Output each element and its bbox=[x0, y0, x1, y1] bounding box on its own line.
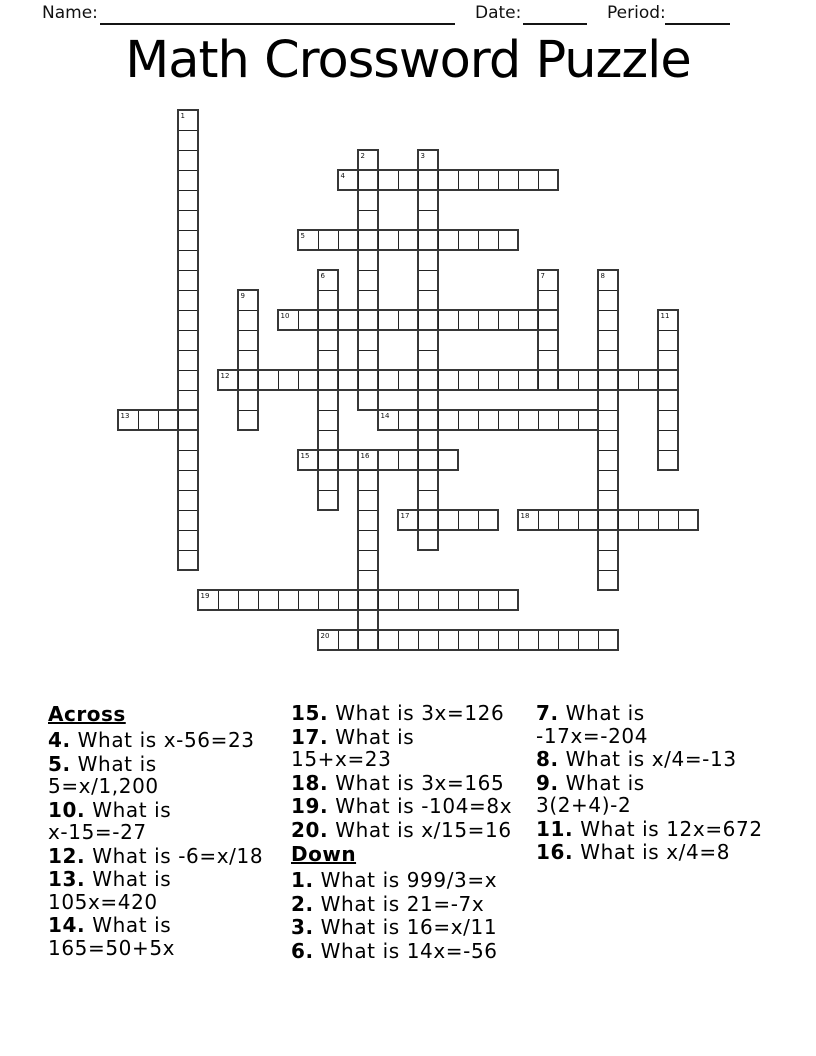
down-heading: Down bbox=[291, 842, 357, 866]
across-heading: Across bbox=[48, 702, 126, 726]
cell-divider bbox=[578, 411, 579, 429]
cell-divider bbox=[359, 290, 377, 291]
clue-across-10 bbox=[48, 799, 288, 844]
cell-divider bbox=[179, 230, 197, 231]
cell-divider bbox=[359, 550, 377, 551]
clue-across-5 bbox=[48, 753, 288, 798]
cell-divider bbox=[179, 290, 197, 291]
clue-across-4-line: 4. What is x-56=23 bbox=[48, 728, 255, 752]
cell-divider bbox=[498, 231, 499, 249]
clue-down-6 bbox=[291, 940, 533, 963]
cell-number-18: 18 bbox=[520, 511, 530, 520]
cell-divider bbox=[478, 311, 479, 329]
clue-across-4 bbox=[48, 729, 288, 752]
word-down-9 bbox=[237, 289, 259, 431]
cell-divider bbox=[398, 231, 399, 249]
cell-divider bbox=[398, 171, 399, 189]
cell-divider bbox=[599, 350, 617, 351]
cell-number-11: 11 bbox=[660, 311, 670, 320]
clue-down-3-line: 3. What is 16=x/11 bbox=[291, 915, 498, 939]
cell-number-10: 10 bbox=[280, 311, 290, 320]
cell-number-15: 15 bbox=[300, 451, 310, 460]
word-across-20 bbox=[317, 629, 619, 651]
cell-divider bbox=[578, 631, 579, 649]
cell-divider bbox=[358, 631, 359, 649]
clue-down-7 bbox=[536, 702, 776, 747]
cell-divider bbox=[318, 591, 319, 609]
cell-divider bbox=[359, 270, 377, 271]
page-title: Math Crossword Puzzle bbox=[125, 31, 691, 90]
clue-across-14 bbox=[48, 914, 288, 959]
clue-number: 1. bbox=[291, 868, 314, 892]
name-label: Name: bbox=[42, 3, 98, 23]
clue-number: 10. bbox=[48, 797, 86, 822]
cell-divider bbox=[599, 290, 617, 291]
cell-divider bbox=[179, 250, 197, 251]
cell-divider bbox=[278, 371, 279, 389]
word-across-5 bbox=[297, 229, 519, 251]
cell-divider bbox=[318, 451, 319, 469]
cell-divider bbox=[359, 210, 377, 211]
cell-divider bbox=[478, 171, 479, 189]
cell-divider bbox=[438, 171, 439, 189]
clue-down-9-line: 3(2+4)-2 bbox=[536, 793, 632, 817]
cell-divider bbox=[179, 530, 197, 531]
cell-divider bbox=[438, 591, 439, 609]
cell-divider bbox=[158, 411, 159, 429]
cell-number-5: 5 bbox=[300, 231, 305, 240]
clue-number: 9. bbox=[536, 770, 559, 795]
cell-divider bbox=[578, 371, 579, 389]
cell-divider bbox=[478, 371, 479, 389]
word-across-19 bbox=[197, 589, 519, 611]
cell-divider bbox=[318, 371, 319, 389]
cell-divider bbox=[419, 270, 437, 271]
cell-divider bbox=[398, 451, 399, 469]
clue-number: 5. bbox=[48, 751, 71, 776]
cell-divider bbox=[258, 591, 259, 609]
cell-divider bbox=[538, 171, 539, 189]
cell-divider bbox=[438, 231, 439, 249]
cell-number-8: 8 bbox=[600, 271, 605, 280]
word-down-16 bbox=[357, 449, 379, 651]
cell-divider bbox=[239, 310, 257, 311]
cell-divider bbox=[179, 170, 197, 171]
cell-divider bbox=[179, 330, 197, 331]
cell-divider bbox=[539, 290, 557, 291]
cell-divider bbox=[418, 411, 419, 429]
cell-divider bbox=[179, 490, 197, 491]
clue-down-1 bbox=[291, 869, 533, 892]
clues-column-1 bbox=[48, 702, 288, 960]
clue-number: 19. bbox=[291, 794, 329, 818]
clues-column-3 bbox=[536, 702, 776, 865]
cell-divider bbox=[178, 411, 179, 429]
clue-number: 8. bbox=[536, 747, 559, 771]
cell-divider bbox=[338, 591, 339, 609]
cell-divider bbox=[359, 530, 377, 531]
cell-divider bbox=[478, 511, 479, 529]
cell-divider bbox=[378, 311, 379, 329]
cell-divider bbox=[539, 350, 557, 351]
cell-divider bbox=[358, 371, 359, 389]
cell-divider bbox=[338, 371, 339, 389]
cell-divider bbox=[239, 350, 257, 351]
cell-divider bbox=[419, 210, 437, 211]
cell-divider bbox=[179, 370, 197, 371]
cell-divider bbox=[599, 410, 617, 411]
cell-divider bbox=[458, 311, 459, 329]
clue-down-9-line: 9. What is bbox=[536, 770, 645, 795]
cell-divider bbox=[578, 511, 579, 529]
cell-divider bbox=[558, 411, 559, 429]
cell-divider bbox=[518, 411, 519, 429]
cell-divider bbox=[418, 631, 419, 649]
cell-number-20: 20 bbox=[320, 631, 330, 640]
cell-divider bbox=[538, 411, 539, 429]
clue-across-13-line: 13. What is bbox=[48, 867, 172, 891]
clue-number: 12. bbox=[48, 843, 86, 868]
cell-number-16: 16 bbox=[360, 451, 370, 460]
clue-down-6-line: 6. What is 14x=-56 bbox=[291, 938, 498, 963]
clue-number: 11. bbox=[536, 816, 574, 841]
cell-number-14: 14 bbox=[380, 411, 390, 420]
cell-divider bbox=[438, 631, 439, 649]
clue-down-1-line: 1. What is 999/3=x bbox=[291, 868, 498, 892]
cell-divider bbox=[498, 311, 499, 329]
cell-divider bbox=[558, 371, 559, 389]
clue-down-16 bbox=[536, 841, 776, 864]
cell-divider bbox=[419, 290, 437, 291]
cell-divider bbox=[498, 591, 499, 609]
date-label: Date: bbox=[475, 3, 522, 23]
cell-divider bbox=[599, 430, 617, 431]
cell-divider bbox=[358, 231, 359, 249]
cell-divider bbox=[359, 490, 377, 491]
cell-divider bbox=[218, 591, 219, 609]
clue-down-11-line: 11. What is 12x=672 bbox=[536, 816, 763, 841]
cell-divider bbox=[599, 330, 617, 331]
clue-across-15-line: 15. What is 3x=126 bbox=[291, 701, 505, 725]
cell-number-4: 4 bbox=[340, 171, 345, 180]
clue-across-10-line: 10. What is bbox=[48, 797, 172, 822]
cell-divider bbox=[179, 390, 197, 391]
cell-divider bbox=[659, 330, 677, 331]
clue-number: 16. bbox=[536, 840, 574, 864]
cell-divider bbox=[278, 591, 279, 609]
cell-divider bbox=[358, 311, 359, 329]
cell-divider bbox=[518, 311, 519, 329]
cell-divider bbox=[319, 490, 337, 491]
cell-divider bbox=[458, 511, 459, 529]
cell-divider bbox=[359, 350, 377, 351]
clue-number: 4. bbox=[48, 728, 71, 752]
clue-across-19-line: 19. What is -104=8x bbox=[291, 794, 513, 818]
cell-divider bbox=[438, 371, 439, 389]
clue-down-8 bbox=[536, 748, 776, 771]
clue-down-3 bbox=[291, 916, 533, 939]
cell-divider bbox=[319, 430, 337, 431]
cell-divider bbox=[179, 130, 197, 131]
clue-across-20-line: 20. What is x/15=16 bbox=[291, 817, 512, 842]
cell-divider bbox=[398, 631, 399, 649]
word-across-18 bbox=[517, 509, 699, 531]
cell-divider bbox=[438, 311, 439, 329]
cell-divider bbox=[298, 371, 299, 389]
cell-divider bbox=[498, 631, 499, 649]
clue-across-17-line: 15+x=23 bbox=[291, 747, 392, 771]
clue-number: 13. bbox=[48, 867, 86, 891]
cell-divider bbox=[419, 490, 437, 491]
clue-across-17-line: 17. What is bbox=[291, 724, 415, 749]
cell-divider bbox=[538, 511, 539, 529]
cell-divider bbox=[538, 311, 539, 329]
clue-across-20 bbox=[291, 819, 533, 842]
cell-divider bbox=[518, 371, 519, 389]
cell-divider bbox=[419, 350, 437, 351]
clue-number: 15. bbox=[291, 701, 329, 725]
clue-across-5-line: 5. What is bbox=[48, 751, 157, 776]
cell-divider bbox=[398, 371, 399, 389]
clue-number: 3. bbox=[291, 915, 314, 939]
cell-divider bbox=[659, 430, 677, 431]
cell-divider bbox=[398, 411, 399, 429]
cell-divider bbox=[498, 411, 499, 429]
clue-across-5-line: 5=x/1,200 bbox=[48, 774, 159, 798]
cell-divider bbox=[338, 451, 339, 469]
clue-down-16-line: 16. What is x/4=8 bbox=[536, 840, 731, 864]
clue-number: 6. bbox=[291, 938, 314, 963]
cell-divider bbox=[638, 371, 639, 389]
cell-divider bbox=[358, 171, 359, 189]
cell-divider bbox=[538, 631, 539, 649]
word-down-1 bbox=[177, 109, 199, 571]
cell-divider bbox=[359, 510, 377, 511]
cell-divider bbox=[238, 591, 239, 609]
cell-divider bbox=[438, 411, 439, 429]
cell-divider bbox=[598, 631, 599, 649]
cell-number-9: 9 bbox=[240, 291, 245, 300]
cell-number-2: 2 bbox=[360, 151, 365, 160]
cell-divider bbox=[239, 410, 257, 411]
cell-divider bbox=[678, 511, 679, 529]
cell-divider bbox=[659, 350, 677, 351]
cell-divider bbox=[398, 591, 399, 609]
cell-divider bbox=[179, 450, 197, 451]
cell-divider bbox=[458, 171, 459, 189]
cell-divider bbox=[398, 311, 399, 329]
cell-number-1: 1 bbox=[180, 111, 185, 120]
cell-divider bbox=[179, 550, 197, 551]
cell-divider bbox=[319, 410, 337, 411]
cell-divider bbox=[518, 631, 519, 649]
cell-number-19: 19 bbox=[200, 591, 210, 600]
cell-divider bbox=[518, 171, 519, 189]
cell-divider bbox=[359, 570, 377, 571]
cell-divider bbox=[179, 150, 197, 151]
cell-divider bbox=[618, 371, 619, 389]
cell-divider bbox=[378, 231, 379, 249]
cell-divider bbox=[179, 470, 197, 471]
cell-divider bbox=[418, 591, 419, 609]
cell-divider bbox=[458, 411, 459, 429]
cell-divider bbox=[618, 511, 619, 529]
clue-number: 20. bbox=[291, 817, 329, 842]
clue-across-10-line: x-15=-27 bbox=[48, 820, 147, 844]
cell-divider bbox=[338, 631, 339, 649]
word-across-10 bbox=[277, 309, 559, 331]
clue-across-14-line: 14. What is bbox=[48, 913, 172, 937]
cell-divider bbox=[378, 591, 379, 609]
cell-divider bbox=[659, 410, 677, 411]
clue-across-12 bbox=[48, 845, 288, 868]
cell-divider bbox=[458, 591, 459, 609]
cell-divider bbox=[598, 371, 599, 389]
cell-divider bbox=[138, 411, 139, 429]
cell-divider bbox=[658, 511, 659, 529]
cell-divider bbox=[338, 231, 339, 249]
cell-divider bbox=[599, 570, 617, 571]
cell-divider bbox=[418, 171, 419, 189]
cell-divider bbox=[358, 591, 359, 609]
clue-down-11 bbox=[536, 818, 776, 841]
cell-divider bbox=[418, 511, 419, 529]
cell-number-3: 3 bbox=[420, 151, 425, 160]
word-down-3 bbox=[417, 149, 439, 551]
cell-divider bbox=[418, 451, 419, 469]
clue-across-13-line: 105x=420 bbox=[48, 889, 158, 914]
cell-divider bbox=[599, 470, 617, 471]
cell-divider bbox=[318, 231, 319, 249]
cell-divider bbox=[458, 631, 459, 649]
word-across-17 bbox=[397, 509, 499, 531]
clue-number: 2. bbox=[291, 891, 314, 916]
cell-divider bbox=[458, 371, 459, 389]
cell-divider bbox=[319, 350, 337, 351]
word-across-14 bbox=[377, 409, 599, 431]
cell-divider bbox=[599, 550, 617, 551]
cell-divider bbox=[418, 371, 419, 389]
cell-divider bbox=[438, 451, 439, 469]
cell-divider bbox=[478, 631, 479, 649]
cell-divider bbox=[658, 371, 659, 389]
cell-divider bbox=[179, 310, 197, 311]
cell-divider bbox=[318, 311, 319, 329]
cell-divider bbox=[179, 270, 197, 271]
cell-divider bbox=[378, 371, 379, 389]
period-label: Period: bbox=[607, 3, 666, 23]
cell-number-7: 7 bbox=[540, 271, 545, 280]
cell-divider bbox=[298, 591, 299, 609]
cell-divider bbox=[478, 231, 479, 249]
cell-divider bbox=[359, 470, 377, 471]
clue-across-18-line: 18. What is 3x=165 bbox=[291, 770, 505, 795]
word-across-12 bbox=[217, 369, 679, 391]
cell-divider bbox=[418, 311, 419, 329]
cell-number-6: 6 bbox=[320, 271, 325, 280]
cell-divider bbox=[538, 371, 539, 389]
cell-divider bbox=[599, 310, 617, 311]
clue-across-13 bbox=[48, 868, 288, 913]
cell-divider bbox=[638, 511, 639, 529]
clue-down-7-line: -17x=-204 bbox=[536, 723, 649, 748]
clue-down-2 bbox=[291, 893, 533, 916]
cell-divider bbox=[659, 450, 677, 451]
cell-divider bbox=[418, 231, 419, 249]
cell-divider bbox=[298, 311, 299, 329]
cell-divider bbox=[179, 210, 197, 211]
cell-divider bbox=[179, 510, 197, 511]
cell-divider bbox=[179, 350, 197, 351]
cell-number-13: 13 bbox=[120, 411, 130, 420]
cell-divider bbox=[478, 591, 479, 609]
cell-divider bbox=[338, 311, 339, 329]
cell-divider bbox=[478, 411, 479, 429]
cell-divider bbox=[458, 231, 459, 249]
cell-divider bbox=[558, 631, 559, 649]
clue-down-7-line: 7. What is bbox=[536, 701, 645, 725]
cell-divider bbox=[498, 171, 499, 189]
cell-divider bbox=[179, 190, 197, 191]
cell-divider bbox=[319, 290, 337, 291]
clue-across-12-line: 12. What is -6=x/18 bbox=[48, 843, 264, 868]
clue-across-15 bbox=[291, 702, 533, 725]
clue-number: 17. bbox=[291, 724, 329, 749]
clue-across-14-line: 165=50+5x bbox=[48, 935, 176, 960]
clue-across-19 bbox=[291, 795, 533, 818]
cell-number-17: 17 bbox=[400, 511, 410, 520]
cell-divider bbox=[238, 371, 239, 389]
word-down-8 bbox=[597, 269, 619, 591]
cell-divider bbox=[239, 330, 257, 331]
cell-divider bbox=[558, 511, 559, 529]
cell-divider bbox=[498, 371, 499, 389]
cell-divider bbox=[599, 490, 617, 491]
cell-divider bbox=[378, 171, 379, 189]
clue-down-9 bbox=[536, 772, 776, 817]
cell-divider bbox=[599, 450, 617, 451]
clue-across-18 bbox=[291, 772, 533, 795]
clue-number: 18. bbox=[291, 770, 329, 795]
clues-column-2 bbox=[291, 702, 533, 963]
cell-divider bbox=[438, 511, 439, 529]
cell-divider bbox=[378, 631, 379, 649]
clue-number: 14. bbox=[48, 913, 86, 937]
cell-number-12: 12 bbox=[220, 371, 230, 380]
cell-divider bbox=[258, 371, 259, 389]
clue-down-2-line: 2. What is 21=-7x bbox=[291, 891, 485, 916]
clue-number: 7. bbox=[536, 701, 559, 725]
clue-down-8-line: 8. What is x/4=-13 bbox=[536, 747, 737, 771]
cell-divider bbox=[598, 511, 599, 529]
word-across-4 bbox=[337, 169, 559, 191]
clue-across-17 bbox=[291, 726, 533, 771]
